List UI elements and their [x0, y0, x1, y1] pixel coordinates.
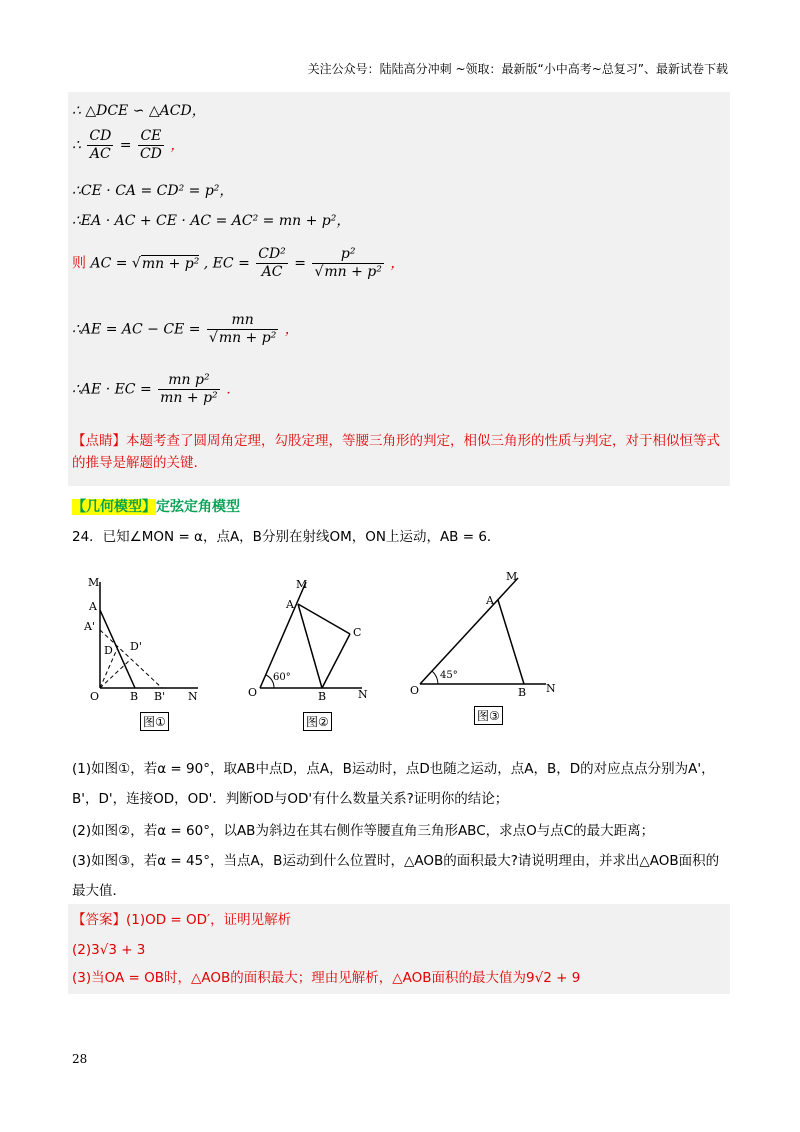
solution-line-4: ∴EA · AC + CE · AC = AC² = mn + p²，: [72, 213, 351, 229]
svg-text:M: M: [296, 578, 308, 591]
solution-line-1: ∴ △DCE ∽ △ACD，: [72, 103, 206, 119]
svg-text:B: B: [318, 690, 327, 703]
svg-text:O: O: [90, 690, 100, 703]
svg-text:O: O: [410, 684, 420, 697]
svg-text:B: B: [130, 690, 139, 703]
figure-2: [240, 572, 380, 712]
svg-text:M: M: [506, 570, 518, 583]
answer-2: (2)3√3 + 3: [72, 942, 146, 958]
svg-text:60°: 60°: [273, 672, 291, 683]
question-stem: 24．已知∠MON = α，点A，B分别在射线OM，ON上运动，AB = 6．: [72, 529, 501, 545]
svg-text:O: O: [248, 686, 258, 699]
figure-1-caption: 图①: [140, 712, 169, 731]
svg-text:N: N: [546, 682, 556, 695]
svg-text:A: A: [486, 594, 494, 607]
solution-line-2: ∴ $\frac{CD}{AC}$ = $\frac{CE}{CD}$ ，: [72, 128, 185, 162]
svg-text:A: A: [89, 600, 97, 613]
solution-line-6: ∴AE = AC − CE = $\frac{mn}{\text{√mn + p²}}$ ，: [72, 312, 299, 346]
svg-text:A': A': [84, 620, 95, 633]
solution-line-5: 则 AC = √mn + p² , EC = $\frac{\text{CD²}}{AC}$ = $\frac{\text{p²}}{\text{√mn + p²}}$ ，: [72, 246, 405, 280]
answer-3: (3)当OA = OB时，△AOB的面积最大；理由见解析，△AOB面积的最大值为9√2 + 9: [72, 970, 581, 986]
answer-1: 【答案】(1)OD = OD′，证明见解析: [72, 912, 292, 928]
figure-3: [400, 566, 570, 706]
svg-text:45°: 45°: [440, 670, 458, 681]
svg-text:N: N: [188, 690, 198, 703]
svg-text:B: B: [518, 686, 527, 699]
figure-2-caption: 图②: [303, 712, 332, 731]
page-header: 关注公众号：陆陆高分冲刺 ~领取：最新版“小中高考~总复习”、最新试卷下载: [307, 62, 728, 76]
model-heading: 【几何模型】定弦定角模型: [72, 499, 240, 515]
svg-text:M: M: [88, 576, 100, 589]
comment-paragraph: 【点睛】本题考查了圆周角定理，勾股定理，等腰三角形的判定，相似三角形的性质与判定，对于相似恒等式的推导是解题的关键.: [72, 433, 720, 471]
svg-text:B': B': [154, 690, 166, 703]
svg-text:C: C: [353, 626, 362, 639]
svg-text:A: A: [286, 598, 294, 611]
part-3: (3)如图③，若α = 45°，当点A，B运动到什么位置时，△AOB的面积最大?请说明理由，并求出△AOB面积的最大值．: [72, 853, 720, 899]
part-2: (2)如图②，若α = 60°，以AB为斜边在其右侧作等腰直角三角形ABC，求点O与点C的最大距离；: [72, 823, 655, 839]
solution-line-3: ∴CE · CA = CD² = p²，: [72, 183, 234, 199]
svg-text:N: N: [358, 688, 368, 701]
solution-line-7: ∴AE · EC = $\frac{\text{mn p²}}{\text{mn + p²}}$ ．: [72, 372, 241, 406]
page-number: 28: [72, 1052, 88, 1066]
svg-text:D': D': [130, 640, 142, 653]
figure-1: [80, 572, 210, 712]
figure-3-caption: 图③: [474, 706, 503, 725]
part-1: (1)如图①，若α = 90°，取AB中点D，点A，B运动时，点D也随之运动，点A，B，D的对应点点分别为A'，B'，D'，连接OD，OD'．判断OD与OD'有什么数量关系?证明你的结论；: [72, 761, 715, 807]
svg-text:D: D: [104, 644, 113, 657]
